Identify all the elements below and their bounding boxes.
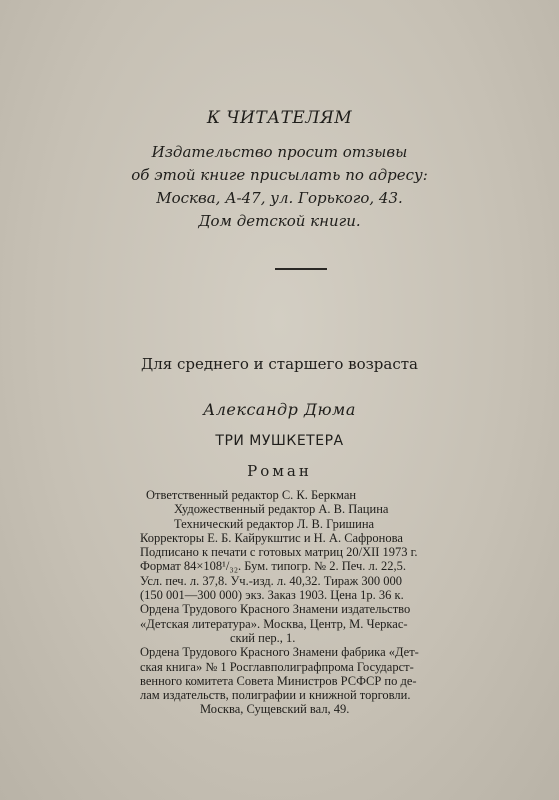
colophon-line: Ордена Трудового Красного Знамени издательство (140, 602, 411, 617)
book-title: ТРИ МУШКЕТЕРА (215, 433, 344, 449)
colophon-line: ский пер., 1. (230, 630, 296, 645)
colophon-line: «Детская литература». Москва, Центр, М. Черкас- (140, 616, 408, 631)
feedback-address-line: Москва, А-47, ул. Горького, 43. (156, 189, 403, 207)
colophon-line: Ордена Трудового Красного Знамени фабрика «Дет- (140, 645, 419, 660)
colophon-line: Москва, Сущевский вал, 49. (200, 702, 350, 717)
feedback-line: об этой книге присылать по адресу: (131, 166, 428, 184)
feedback-address-line: Дом детской книги. (198, 212, 361, 230)
age-recommendation: Для среднего и старшего возраста (141, 355, 418, 373)
colophon (140, 488, 470, 717)
genre-label: Роман (247, 462, 312, 480)
author-name: Александр Дюма (203, 400, 356, 419)
to-readers-heading: К ЧИТАТЕЛЯМ (206, 108, 353, 128)
colophon-line: (150 001—300 000) экз. Заказ 1903. Цена 1р. 36 к. (140, 588, 404, 603)
colophon-line: ская книга» № 1 Росглавполиграфпрома Государст- (140, 659, 414, 674)
colophon-line: Художественный редактор А. В. Пацина (174, 502, 389, 517)
colophon-line: Корректоры Е. Б. Кайрукштис и Н. А. Сафронова (140, 530, 403, 545)
colophon-line: венного комитета Совета Министров РСФСР по де- (140, 673, 417, 688)
colophon-line: Подписано к печати с готовых матриц 20/XII 1973 г. (140, 545, 418, 560)
colophon-line: Ответственный редактор С. К. Беркман (146, 488, 357, 502)
colophon-line: Формат 84×108¹/₃₂. Бум. типогр. № 2. Печ. л. 22,5. (140, 559, 406, 574)
feedback-request (0, 141, 559, 233)
colophon-line: лам издательств, полиграфии и книжной торговли. (140, 688, 411, 703)
colophon-line: Технический редактор Л. В. Гришина (174, 516, 375, 531)
feedback-line: Издательство просит отзывы (151, 143, 408, 161)
divider-rule (275, 268, 327, 270)
colophon-line: Усл. печ. л. 37,8. Уч.-изд. л. 40,32. Тираж 300 000 (140, 573, 402, 588)
